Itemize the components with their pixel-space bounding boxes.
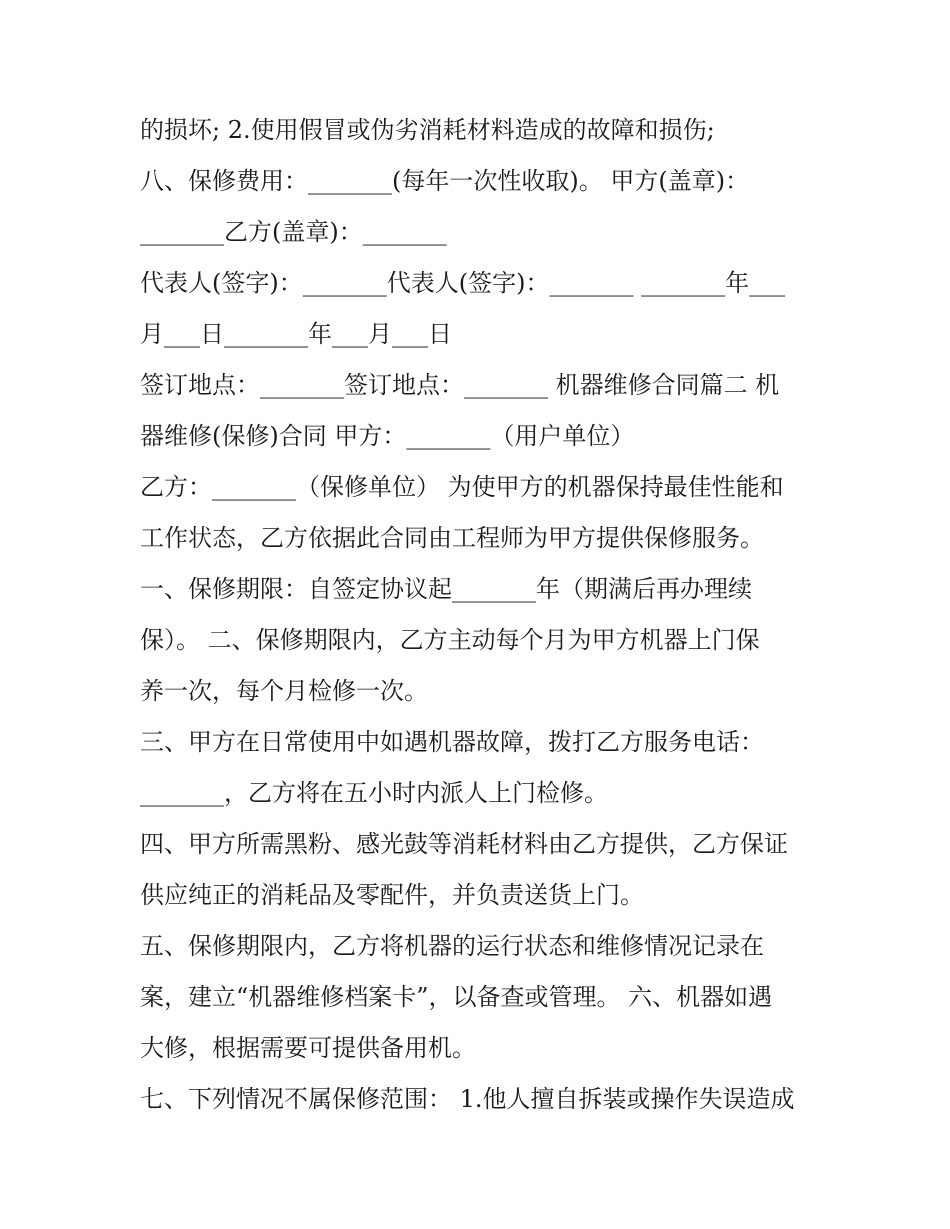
- text-line: 五、保修期限内，乙方将机器的运行状态和维修情况记录在: [140, 932, 764, 960]
- text-line: 三、甲方在日常使用中如遇机器故障，拨打乙方服务电话：: [140, 728, 764, 756]
- text-line: 七、下列情况不属保修范围： 1.他人擅自拆装或操作失误造成: [140, 1085, 795, 1113]
- text-line: 器维修(保修)合同 甲方：_______（用户单位）: [140, 422, 635, 450]
- text-line: 月___日_______年___月___日: [140, 320, 452, 348]
- text-line: _______乙方(盖章)：_______: [140, 218, 447, 246]
- text-line: 供应纯正的消耗品及零配件，并负责送货上门。: [140, 881, 644, 909]
- text-line: 养一次，每个月检修一次。: [140, 677, 428, 705]
- text-line: 一、保修期限：自签定协议起_______年（期满后再办理续: [140, 575, 752, 603]
- text-line: 签订地点：_______签订地点：_______ 机器维修合同篇二 机: [140, 371, 780, 399]
- text-line: 大修，根据需要可提供备用机。: [140, 1034, 476, 1062]
- text-line: 四、甲方所需黑粉、感光鼓等消耗材料由乙方提供，乙方保证: [140, 830, 788, 858]
- text-line: 工作状态，乙方依据此合同由工程师为甲方提供保修服务。: [140, 524, 764, 552]
- text-line: 代表人(签字)：_______代表人(签字)：_______ _______年___: [140, 269, 786, 297]
- text-line: _______，乙方将在五小时内派人上门检修。: [140, 779, 608, 807]
- text-line: 乙方：_______（保修单位） 为使甲方的机器保持最佳性能和: [140, 473, 784, 501]
- text-line: 案，建立“机器维修档案卡”，以备查或管理。 六、机器如遇: [140, 983, 773, 1011]
- text-line: 保）。 二、保修期限内，乙方主动每个月为甲方机器上门保: [140, 626, 760, 654]
- text-line: 的损坏; 2.使用假冒或伪劣消耗材料造成的故障和损伤;: [140, 116, 715, 144]
- text-line: 八、保修费用：_______(每年一次性收取)。 甲方(盖章)：: [140, 167, 750, 195]
- document-page: [140, 105, 830, 1125]
